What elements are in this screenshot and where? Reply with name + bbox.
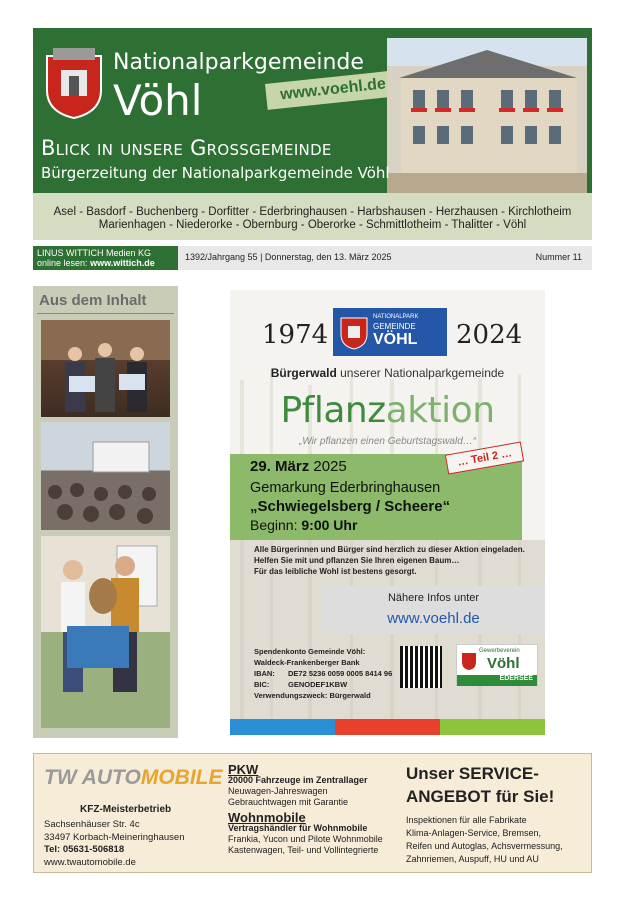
pflanzaktion-title: Pflanzaktion — [280, 390, 495, 431]
more-info-url[interactable]: www.voehl.de — [387, 610, 480, 627]
part-two-stamp: … Teil 2 … — [445, 441, 525, 474]
ad-vehicles: PKW 20000 Fahrzeuge im Zentrallager Neuwagen-Jahreswagen Gebrauchtwagen mit Garantie Wohnmobile Vertragshändler für Wohnmobile Frankia, Yucon und Pilote Wohnmobile Kastenwagen, Teil- und Vollintegrierte — [228, 762, 383, 855]
contents-heading: Aus dem Inhalt — [39, 292, 147, 309]
color-bar-green — [440, 719, 545, 735]
ad-address: Sachsenhäuser Str. 4c 33497 Korbach-Meineringhausen Tel: 05631-506818 www.twautomobile.de — [44, 819, 185, 868]
masthead-tagline: Bürgerzeitung der Nationalparkgemeinde Vöhl — [41, 164, 390, 182]
donation-account: Spendenkonto Gemeinde Vöhl: Waldeck-Frankenberger Bank IBAN: DE72 5236 0059 0005 8414 96 BIC: GENODEF1KBW Verwendungszweck: Bürgerwald — [254, 647, 393, 700]
issue-number: Nummer 11 — [535, 252, 582, 262]
event-date: 29. März 2025 — [250, 458, 347, 475]
tw-automobile-ad[interactable] — [33, 753, 592, 873]
year-start: 1974 — [262, 320, 329, 350]
tw-automobile-logo: TW AUTOMOBILE — [44, 766, 223, 789]
color-bar-red — [335, 719, 440, 735]
invitation-text: Alle Bürgerinnen und Bürger sind herzlich zu dieser Aktion eingeladen. Helfen Sie mit und pflanzen Sie Ihren eigenen Baum… Für das leibliche Wohl ist bestens gesorgt. — [254, 545, 525, 576]
masthead-title-top: Nationalparkgemeinde — [113, 50, 364, 75]
divider — [37, 313, 174, 314]
pflanzaktion-poster — [230, 290, 545, 735]
village-list — [33, 193, 592, 240]
contents-photo-2[interactable] — [41, 422, 170, 530]
color-bar — [230, 719, 545, 735]
ad-phone: Tel: 05631-506818 — [44, 844, 125, 855]
logo-line-2: GEMEINDE — [373, 322, 416, 331]
crest-icon — [339, 314, 369, 350]
qr-code-icon[interactable] — [400, 646, 442, 688]
more-info-box — [322, 586, 545, 634]
issue-details: 1392/Jahrgang 55 | Donnerstag, den 13. März 2025 — [185, 252, 392, 262]
nationalpark-logo — [333, 308, 447, 356]
more-info-label: Nähere Infos unter — [387, 592, 480, 604]
gewerbeverein-logo — [456, 644, 538, 686]
contents-photo-3[interactable] — [41, 536, 170, 728]
color-bar-blue — [230, 719, 335, 735]
gv-line-3: EDERSEE — [457, 675, 537, 686]
village-line-1: Asel - Basdorf - Buchenberg - Dorfitter - Ederbringhausen - Harbshausen - Herzhausen - Kirchlotheim — [53, 206, 572, 218]
gv-line-2: Vöhl — [487, 655, 520, 672]
ad-service: Unser SERVICE- ANGEBOT für Sie! Inspektionen für alle Fabrikate Klima-Anlagen-Service, Bremsen, Reifen und Autoglas, Achsvermessung, Zahnriemen, Auspuff, HU und AU — [406, 764, 563, 864]
event-site: „Schwiegelsberg / Scheere“ — [250, 498, 451, 515]
buergerwald-line: Bürgerwald unserer Nationalparkgemeinde — [270, 366, 505, 380]
website-tag[interactable]: www.voehl.de — [265, 70, 401, 110]
online-label: online lesen: — [37, 258, 88, 268]
issue-info-bar — [33, 246, 592, 270]
contents-photo-1[interactable] — [41, 320, 170, 417]
contents-sidebar — [33, 286, 178, 738]
crest-icon — [461, 651, 477, 671]
year-end: 2024 — [456, 320, 523, 350]
masthead-subtitle: Blick in unsere Grossgemeinde — [41, 136, 332, 160]
logo-line-1: NATIONALPARK — [373, 314, 419, 320]
masthead — [33, 28, 592, 193]
event-start: Beginn: 9:00 Uhr — [250, 517, 358, 533]
logo-line-3: VÖHL — [373, 331, 418, 348]
masthead-title: Vöhl — [113, 76, 203, 125]
publisher-box — [33, 246, 178, 270]
town-hall-photo — [387, 38, 587, 193]
village-line-2: Marienhagen - Niederorke - Obernburg - Oberorke - Schmittlotheim - Thalitter - Vöhl — [98, 219, 527, 231]
gv-line-1: Gewerbeverein — [479, 648, 520, 654]
event-location: Gemarkung Ederbringhausen — [250, 480, 441, 496]
ad-meister: KFZ-Meisterbetrieb — [80, 804, 172, 815]
online-url[interactable]: www.wittich.de — [90, 258, 155, 268]
ad-website[interactable]: www.twautomobile.de — [44, 856, 136, 868]
publisher-name: LINUS WITTICH Medien KG — [37, 248, 152, 258]
motto: „Wir pflanzen einen Geburtstagswald…“ — [298, 436, 477, 447]
coat-of-arms-icon — [43, 46, 105, 120]
